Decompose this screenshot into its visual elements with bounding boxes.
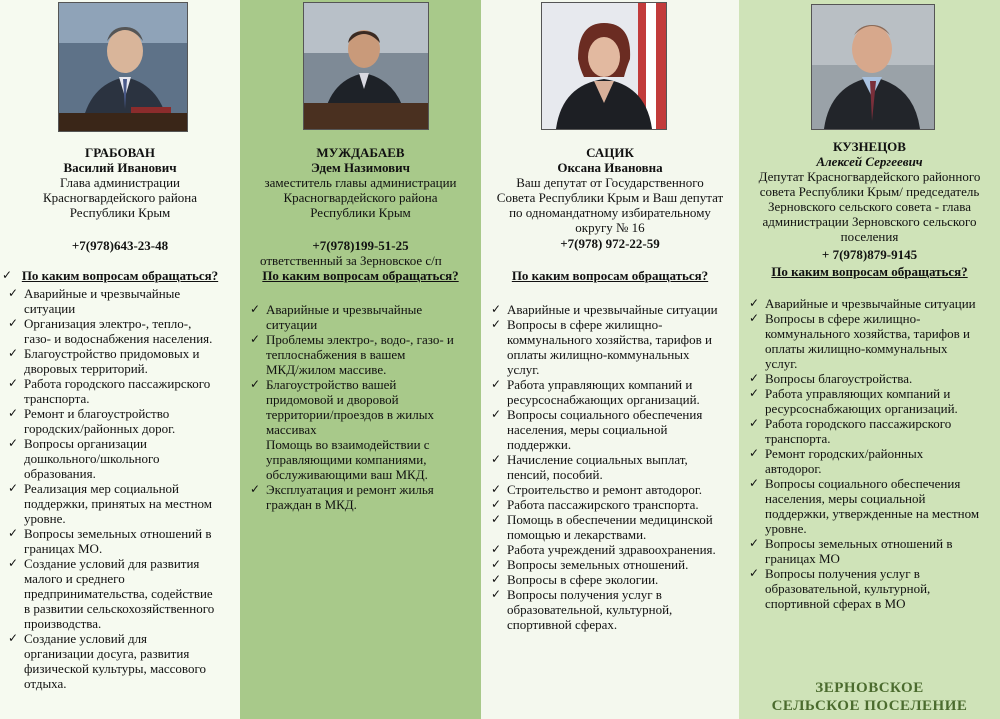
position-line: совета Республики Крым/ председатель xyxy=(759,184,980,199)
checkmark-icon: ✓ xyxy=(8,481,19,495)
list-item: ✓ Эксплуатация и ремонт жилья граждан в МКД. xyxy=(250,482,434,512)
list-item: ✓ Аварийные и чрезвычайные ситуации xyxy=(8,286,181,316)
checkmark-icon: ✓ xyxy=(250,482,261,496)
phone-number[interactable]: + 7(978)879-9145 xyxy=(821,247,918,262)
questions-heading: По каким вопросам обращаться? xyxy=(771,264,968,279)
phone-number[interactable]: +7(978)643-23-48 xyxy=(71,238,169,253)
column-satsik xyxy=(481,0,739,719)
list-item: ✓ Вопросы в сфере экологии. xyxy=(491,572,659,587)
checkmark-icon: ✓ xyxy=(491,302,502,316)
list-item: ✓ Вопросы в сфере жилищно- коммунального хозяйства, тарифов и оплаты жилищно-коммунальных услуг. xyxy=(749,311,970,371)
portrait-photo-kuznetsov xyxy=(811,4,935,130)
position-line: Республики Крым xyxy=(310,205,411,220)
checkmark-icon: ✓ xyxy=(491,512,502,526)
checkmark-icon: ✓ xyxy=(8,376,19,390)
list-item: ✓ Вопросы земельных отношений в границах МО xyxy=(749,536,953,566)
given-name: Алексей Сергеевич xyxy=(816,154,923,169)
footer-title: СЕЛЬСКОЕ ПОСЕЛЕНИЕ xyxy=(771,698,968,714)
surname: ГРАБОВАН xyxy=(85,145,155,160)
list-item: ✓ Ремонт и благоустройство городских/районных дорог. xyxy=(8,406,176,436)
checkmark-icon: ✓ xyxy=(8,406,19,420)
list-item: ✓ Вопросы в сфере жилищно- коммунального хозяйства, тарифов и оплаты жилищно-коммунальных услуг. xyxy=(491,317,712,377)
checkmark-icon: ✓ xyxy=(749,416,760,430)
position-line: Совета Республики Крым и Ваш депутат xyxy=(496,190,724,205)
position-line: заместитель главы администрации xyxy=(264,175,457,190)
given-name: Оксана Ивановна xyxy=(557,160,663,175)
checkmark-icon: ✓ xyxy=(8,436,19,450)
list-item: ✓ Благоустройство придомовых и дворовых территорий. xyxy=(8,346,200,376)
checkmark-icon: ✓ xyxy=(491,452,502,466)
questions-heading: По каким вопросам обращаться? xyxy=(262,268,459,283)
list-item: ✓ Реализация мер социальной поддержки, принятых на местном уровне. xyxy=(8,481,213,526)
surname: САЦИК xyxy=(586,145,634,160)
checkmark-icon: ✓ xyxy=(8,346,19,360)
list-item: ✓ Создание условий для организации досуга, развития физической культуры, массового отдыха. xyxy=(8,631,206,691)
list-item: ✓ Строительство и ремонт автодорог. xyxy=(491,482,702,497)
portrait-image xyxy=(304,3,428,129)
position-line: Республики Крым xyxy=(69,205,171,220)
portrait-photo-satsik xyxy=(541,2,667,130)
list-item: ✓ Проблемы электро-, водо-, газо- и теплоснабжения в вашем МКД/жилом массиве. xyxy=(250,332,454,377)
checkmark-icon: ✓ xyxy=(491,482,502,496)
checkmark-icon: ✓ xyxy=(749,296,760,310)
checkmark-icon: ✓ xyxy=(491,557,502,571)
checkmark-icon: ✓ xyxy=(250,332,261,346)
portrait-image xyxy=(812,5,934,129)
checkmark-icon: ✓ xyxy=(491,587,502,601)
checkmark-icon: ✓ xyxy=(8,526,19,540)
list-item: ✓ Аварийные и чрезвычайные ситуации xyxy=(491,302,718,317)
list-item: ✓ Работа учреждений здравоохранения. xyxy=(491,542,716,557)
phone-number[interactable]: +7(978)199-51-25 xyxy=(312,238,409,253)
questions-heading: По каким вопросам обращаться? xyxy=(511,268,709,283)
list-item: ✓ Вопросы социального обеспечения населения, меры социальной поддержки, утвержденные на местном уровне. xyxy=(749,476,980,536)
position-line: Депутат Красногвардейского районного xyxy=(758,169,981,184)
position-line: Красногвардейского района xyxy=(42,190,198,205)
checkmark-icon: ✓ xyxy=(8,556,19,570)
list-item: ✓ Вопросы социального обеспечения населения, меры социальной поддержки. xyxy=(491,407,703,452)
position-line: по одномандатному избирательному xyxy=(509,205,711,220)
column-muzhdabaev xyxy=(240,0,481,719)
list-item: ✓ Вопросы земельных отношений. xyxy=(491,557,689,572)
checkmark-icon: ✓ xyxy=(250,377,261,391)
checkmark-icon: ✓ xyxy=(8,631,19,645)
list-item: ✓ Работа пассажирского транспорта. xyxy=(491,497,699,512)
checkmark-icon: ✓ xyxy=(8,286,19,300)
list-item: ✓ Аварийные и чрезвычайные ситуации xyxy=(749,296,976,311)
given-name: Василий Иванович xyxy=(63,160,177,175)
checkmark-icon: ✓ xyxy=(749,476,760,490)
list-item: ✓ Вопросы организации дошкольного/школьного образования. xyxy=(8,436,160,481)
topics-list xyxy=(4,286,238,691)
position-line: администрации Зерновского сельского xyxy=(762,214,977,229)
checkmark-icon: ✓ xyxy=(491,317,502,331)
column-kuznetsov xyxy=(739,0,1000,719)
portrait-photo-grabovan xyxy=(58,2,188,132)
portrait-photo-muzhdabaev xyxy=(303,2,429,130)
checkmark-icon: ✓ xyxy=(749,311,760,325)
portrait-image xyxy=(542,3,666,129)
given-name: Эдем Назимович xyxy=(311,160,410,175)
responsible-note: ответственный за Зерновское с/п xyxy=(260,253,442,268)
topics-list xyxy=(745,296,997,611)
portrait-image xyxy=(59,3,187,131)
checkmark-icon: ✓ xyxy=(749,536,760,550)
checkmark-icon: ✓ xyxy=(491,497,502,511)
position-line: Красногвардейского района xyxy=(283,190,438,205)
list-item: ✓ Начисление социальных выплат, пенсий, пособий. xyxy=(491,452,688,482)
checkmark-icon: ✓ xyxy=(2,268,13,282)
checkmark-icon: ✓ xyxy=(250,302,261,316)
surname: МУЖДАБАЕВ xyxy=(316,145,405,160)
list-item: ✓ Организация электро-, тепло-, газо- и водоснабжения населения. xyxy=(8,316,213,346)
checkmark-icon: ✓ xyxy=(491,377,502,391)
list-item: ✓ Вопросы получения услуг в образовательной, культурной, спортивной сферах. xyxy=(491,587,673,632)
questions-heading: По каким вопросам обращаться? xyxy=(21,268,219,283)
checkmark-icon: ✓ xyxy=(8,316,19,330)
topics-list xyxy=(487,302,737,632)
topics-list xyxy=(246,302,478,512)
checkmark-icon: ✓ xyxy=(749,566,760,580)
list-item: ✓ Ремонт городских/районных автодорог. xyxy=(749,446,924,476)
list-item: ✓ Благоустройство вашей придомовой и дворовой территории/проездов в жилых массивах Помощь во взаимодействии с управляющими компаниями, обслуживающими ваш МКД. xyxy=(250,377,434,482)
checkmark-icon: ✓ xyxy=(491,407,502,421)
position-line: Глава администрации xyxy=(59,175,180,190)
phone-number[interactable]: +7(978) 972-22-59 xyxy=(560,236,660,251)
position-line: поселения xyxy=(840,229,899,244)
list-item: ✓ Создание условий для развития малого и среднего предпринимательства, содействие в развитии сельскохозяйственного производства. xyxy=(8,556,215,631)
position-line: округу № 16 xyxy=(575,220,645,235)
list-item: ✓ Работа городского пассажирского транспорта. xyxy=(749,416,952,446)
position-line: Ваш депутат от Государственного xyxy=(516,175,704,190)
footer-title: ЗЕРНОВСКОЕ xyxy=(815,680,924,696)
column-grabovan xyxy=(0,0,240,719)
list-item: ✓ Работа городского пассажирского транспорта. xyxy=(8,376,211,406)
list-item: ✓ Помощь в обеспечении медицинской помощью и лекарствами. xyxy=(491,512,713,542)
list-item: ✓ Вопросы земельных отношений в границах МО. xyxy=(8,526,212,556)
checkmark-icon: ✓ xyxy=(749,371,760,385)
list-item: ✓ Работа управляющих компаний и ресурсоснабжающих организаций. xyxy=(491,377,700,407)
surname: КУЗНЕЦОВ xyxy=(833,139,906,154)
checkmark-icon: ✓ xyxy=(491,542,502,556)
checkmark-icon: ✓ xyxy=(749,386,760,400)
list-item: ✓ Вопросы получения услуг в образовательной, культурной, спортивной сферах в МО xyxy=(749,566,931,611)
checkmark-icon: ✓ xyxy=(749,446,760,460)
list-item: ✓ Работа управляющих компаний и ресурсоснабжающих организаций. xyxy=(749,386,958,416)
list-item: ✓ Вопросы благоустройства. xyxy=(749,371,913,386)
position-line: Зерновского сельского совета - глава xyxy=(768,199,971,214)
list-item: ✓ Аварийные и чрезвычайные ситуации xyxy=(250,302,423,332)
checkmark-icon: ✓ xyxy=(491,572,502,586)
